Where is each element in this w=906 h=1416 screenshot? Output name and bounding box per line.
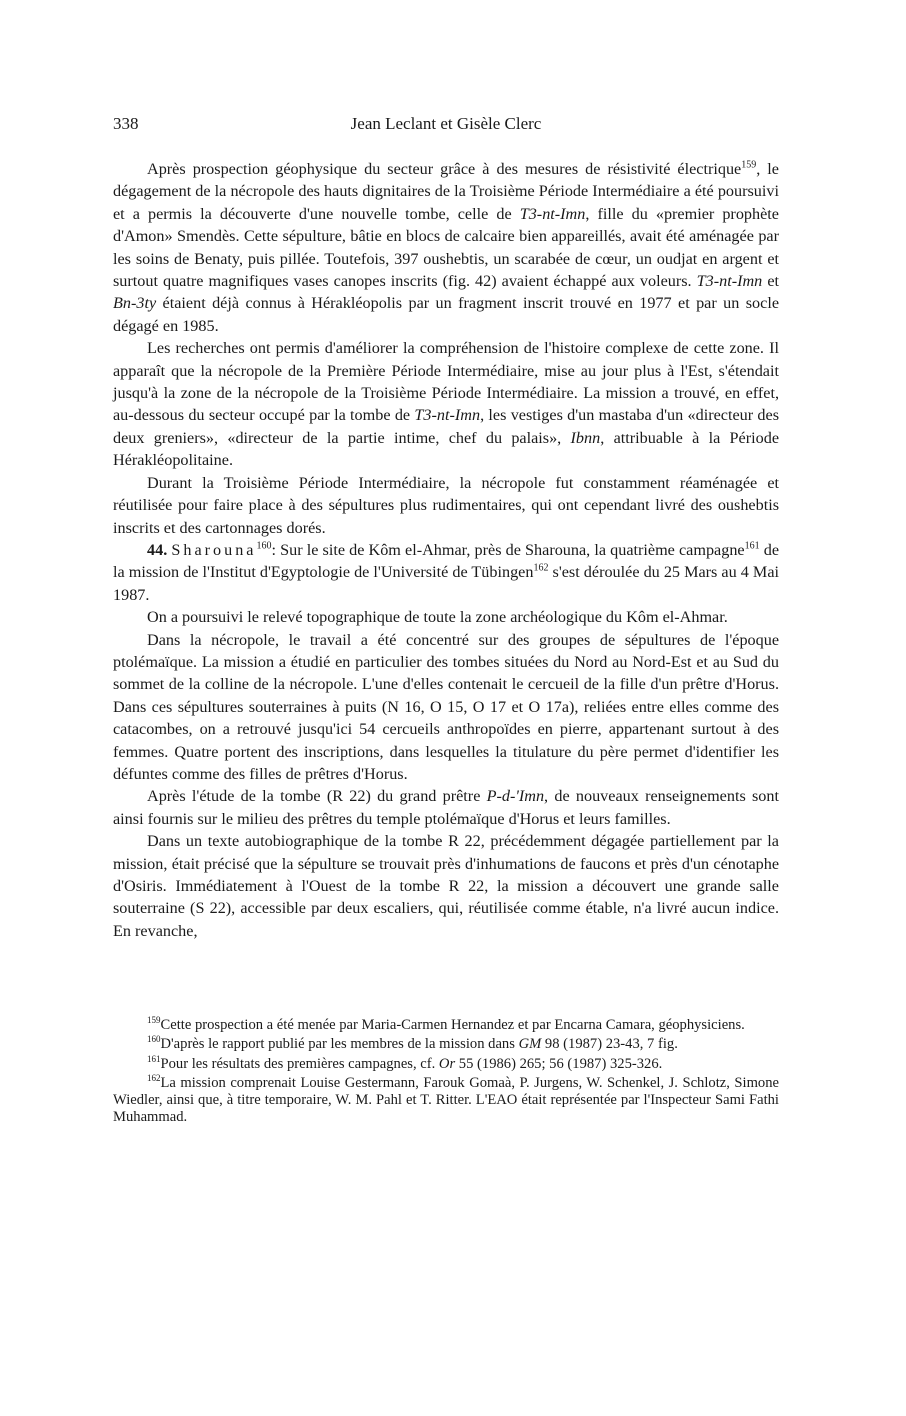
text-run: étaient déjà connus à Hérakléopolis par un fragment inscrit trouvé en 1977 et par un socle dégagé en 1985. (113, 294, 779, 335)
text-run: : Sur le site de Kôm el-Ahmar, près de Sharouna, la quatrième campagne (271, 540, 745, 559)
footnote-160 (113, 1036, 779, 1053)
page-header (113, 112, 779, 136)
egyptian-name: T3-nt-Imn (414, 406, 481, 425)
paragraph-6: Dans la nécropole, le travail a été concentré sur des groupes de sépultures de l'époque ptolémaïque. La mission a étudié en particulier des tombes situées du Nord au Nord-Est et au Sud du sommet de la colline de la nécropole. L'une d'elles contenait le cercueil de la fille d'un prêtre d'Horus. Dans ces sépultures souterraines à puits (N 16, O 15, O 17 et O 17a), reliées entre elles comme des catacombes, on a retrouvé jusqu'ici 54 cercueils anthropoïdes en pierre, appartenant surtout à des femmes. Quatre portent des inscriptions, dans lesquelles la titulature du père permet d'identifier les défuntes comme des filles de prêtres d'Horus. (113, 630, 779, 783)
paragraph-2 (113, 337, 779, 471)
footnote-number: 161 (147, 1053, 161, 1064)
egyptian-name: T3-nt-Imn (696, 272, 763, 291)
paragraph-4 (113, 539, 779, 606)
text-run: de la mission de l'Institut d'Egyptologie de l'Université de Tübingen (113, 540, 780, 582)
paragraph-3: Durant la Troisième Période Intermédiaire, la nécropole fut constamment réaménagée et réutilisée pour faire place à des sépultures plus rudimentaires, qui ont cependant livré des oushebtis inscrits et des cartonnages dorés. (113, 473, 779, 537)
footnote-number: 160 (147, 1034, 161, 1045)
text-run: Après l'étude de la tombe (R 22) du grand prêtre (147, 787, 487, 806)
text-run: Après prospection géophysique du secteur grâce à des mesures de résistivité électrique (147, 160, 742, 178)
document-page (113, 112, 779, 1128)
text-run: , fille du «premier prophète d'Amon» Smendès. Cette sépulture, bâtie en blocs de calcaire bien appareillés, avait été aménagée par les soins de Benaty, puis pillée. Toutefois, 397 oushebtis, un scarabée de cœur, un oudjat en argent et surtout quatre magnifiques vases canopes inscrits (fig. 42) avaient échappé aux voleurs. (113, 204, 779, 291)
body-text (113, 158, 779, 942)
footnote-number: 162 (147, 1072, 161, 1083)
egyptian-name: P-d-'Imn (486, 787, 545, 806)
egyptian-name: Ibnn (570, 428, 601, 447)
text-run: , les vestiges d'un mastaba d'un «directeur des deux greniers», «directeur de la partie intime, chef du palais», (113, 406, 780, 447)
paragraph-1 (113, 158, 779, 337)
footnote-text: D'après le rapport publié par les membres de la mission dans (160, 1036, 519, 1053)
journal-abbrev: Or (438, 1055, 456, 1072)
footnote-162 (113, 1072, 779, 1127)
footnote-text: La mission comprenait Louise Gestermann, Farouk Gomaà, P. Jurgens, W. Schenkel, J. Schlotz, Simone Wiedler, ainsi que, à titre temporaire, W. M. Pahl et T. Ritter. L'EAO était représentée par l'Inspecteur Sami Fathi Muhammad. (113, 1074, 779, 1126)
footnote-ref-159[interactable]: 159 (741, 159, 757, 171)
footnote-number: 159 (147, 1015, 161, 1026)
text-run: s'est déroulée du 25 Mars au 4 Mai 1987. (113, 563, 780, 604)
paragraph-8: Dans un texte autobiographique de la tombe R 22, précédemment dégagée partiellement par la mission, était précisé que la sépulture se trouvait près d'inhumations de faucons et près d'un cénotaphe d'Osiris. Immédiatement à l'Ouest de la tombe R 22, la mission a découvert une grande salle souterraine (S 22), accessible par deux escaliers, qui, réutilisée comme étable, n'a livré aucun indice. En revanche, (113, 832, 779, 940)
section-number: 44. (147, 540, 168, 559)
text-run: , le dégagement de la nécropole des hauts dignitaires de la Troisième Période Intermédiaire a été poursuivi et a permis la découverte d'une nouvelle tombe, celle de (113, 160, 779, 223)
journal-abbrev: GM (518, 1036, 542, 1053)
site-name: Sharouna (171, 540, 257, 559)
page-number: 338 (113, 114, 139, 133)
paragraph-7 (113, 785, 779, 830)
footnote-text: 55 (1986) 265; 56 (1987) 325-326. (455, 1055, 663, 1072)
footnote-text: 98 (1987) 23-43, 7 fig. (541, 1036, 678, 1053)
footnotes (113, 1017, 779, 1126)
footnote-ref-161[interactable]: 161 (744, 540, 760, 552)
text-run: , de nouveaux renseignements sont ainsi fournis sur le milieu des prêtres du temple ptolémaïque d'Horus et leurs familles. (113, 787, 779, 828)
egyptian-name: Bn-3ty (113, 294, 157, 313)
footnote-ref-160[interactable]: 160 (256, 540, 272, 552)
footnote-text: Cette prospection a été menée par Maria-Carmen Hernandez et par Encarna Camara, géophysiciens. (160, 1017, 745, 1034)
text-run: et (762, 272, 779, 291)
running-head: Jean Leclant et Gisèle Clerc (350, 114, 542, 133)
text-run: , attribuable à la Période Hérakléopolitaine. (113, 428, 780, 470)
footnote-text: Pour les résultats des premières campagnes, cf. (160, 1055, 439, 1072)
footnote-161 (113, 1053, 779, 1073)
footnote-159 (113, 1017, 779, 1034)
egyptian-name: T3-nt-Imn (519, 204, 586, 223)
footnote-ref-162[interactable]: 162 (533, 562, 549, 574)
text-run: Les recherches ont permis d'améliorer la compréhension de l'histoire complexe de cette zone. Il apparaît que la nécropole de la Première Période Intermédiaire, mise au jour plus à l'Est, s'étendait jusqu'à la zone de la nécropole de la Troisième Période Intermédiaire. La mission a trouvé, en effet, au-dessous du secteur occupé par la tombe de (113, 339, 779, 425)
paragraph-5: On a poursuivi le relevé topographique de toute la zone archéologique du Kôm el-Ahmar. (147, 608, 728, 627)
